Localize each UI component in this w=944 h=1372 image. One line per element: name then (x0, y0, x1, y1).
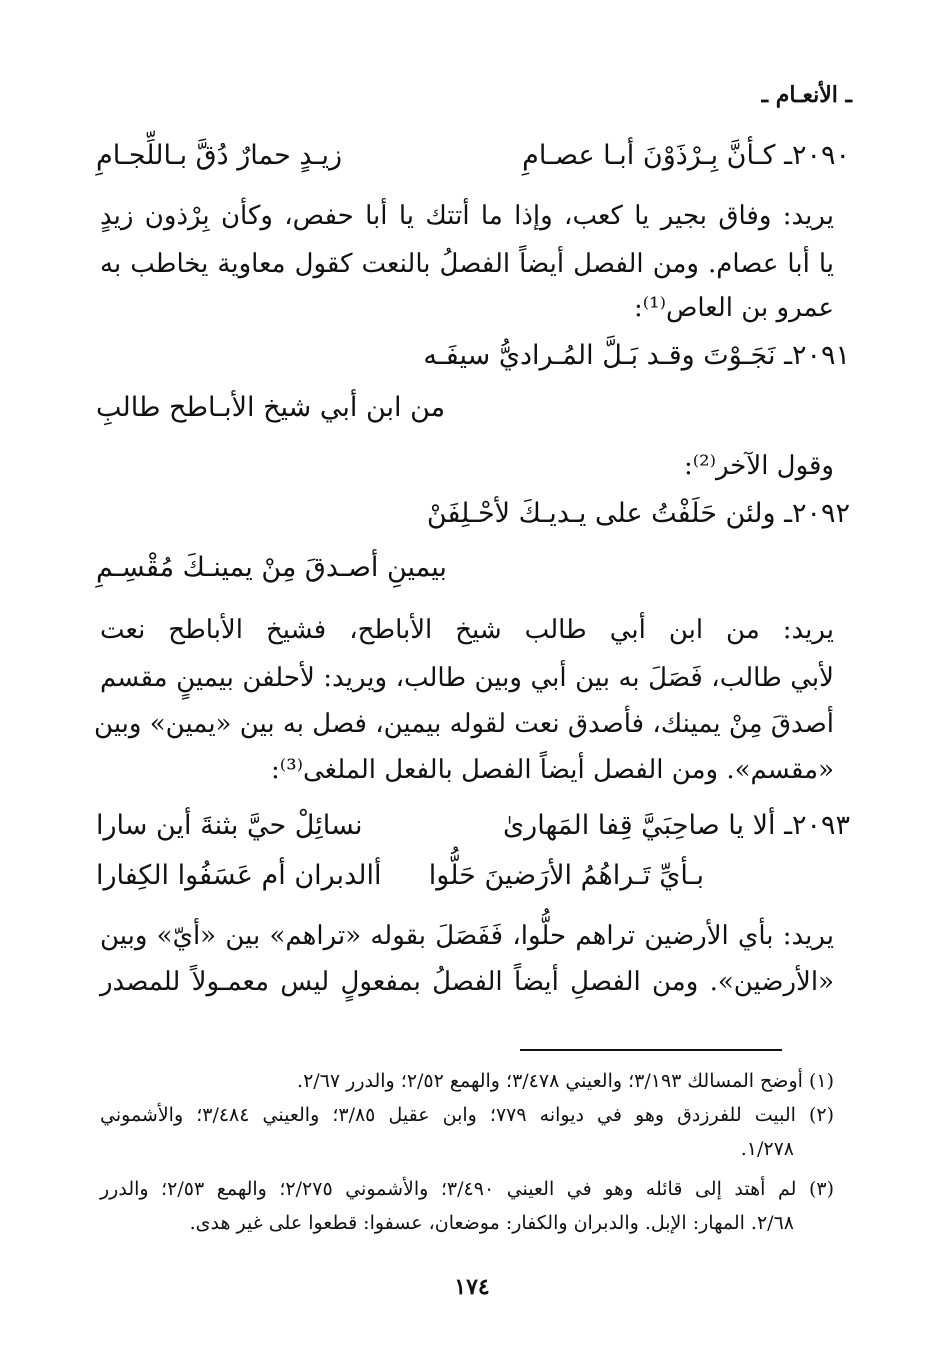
footnote-3-line1: (٣) لم أهتد إلى قائله وهو في العيني ٣/٤٩٠؛ والأشموني ٢/٢٧٥؛ والهمع ٢/٥٣؛ والدرر (100, 1178, 834, 1200)
verse-2093-line2-first-hemistich: بـأيِّ تَـراهُمُ الأرَضينَ حَلُّوا (428, 860, 704, 891)
verse-2091-second-hemistich: من ابن أبي شيخ الأبـاطح طالبِ (96, 392, 446, 423)
verse-2091-first-hemistich: ٢٠٩١ـ نَجَـوْتَ وقـد بَـلَّ المُـراديُّ سيفَـه (423, 340, 850, 371)
verse-2092-second-hemistich: بيمينِ أصـدقَ مِنْ يمينـكَ مُقْسِـمِ (96, 552, 447, 583)
paragraph-line: يريد: من ابن أبي طالب شيخ الأباطح، فشيخ الأباطح نعت (100, 615, 834, 645)
paragraph-line: «الأرضين». ومن الفصلِ أيضاً الفصلُ بمفعولٍ ليس معمـولاً للمصدر (100, 967, 834, 997)
footnote-2-line2: ١/٢٧٨. (740, 1138, 794, 1160)
paragraph-line: أصدقَ مِنْ يمينك، فأصدق نعت لقوله بيمين، فصل به بين «يمين» وبين (94, 709, 834, 739)
footnote-1: (١) أوضح المسالك ٣/١٩٣؛ والعيني ٣/٤٧٨؛ والهمع ٢/٥٢؛ والدرر ٢/٦٧. (297, 1070, 834, 1092)
verse-2092-first-hemistich: ٢٠٩٢ـ ولئن حَلَفْتُ على يـديـكَ لأحْـلِفَنْ (426, 498, 850, 529)
running-header: ـ الأنعـام ـ (761, 82, 852, 108)
verse-intro: وقول الآخر⁽²⁾: (683, 451, 834, 481)
page-number: ١٧٤ (454, 1274, 490, 1300)
verse-2090-first-hemistich: ٢٠٩٠ـ كـأنَّ بِـرْذَوْنَ أبـا عصـامِ (522, 140, 850, 171)
paragraph-line: عمرو بن العاص⁽¹⁾: (633, 293, 834, 323)
paragraph-line: يا أبا عصام. ومن الفصل أيضاً الفصلُ بالنعت كقول معاوية يخاطب به (100, 249, 834, 279)
footnote-2-line1: (٢) البيت للفرزدق وهو في ديوانه ٧٧٩؛ وابن عقيل ٣/٨٥؛ والعيني ٣/٤٨٤؛ والأشموني (100, 1104, 835, 1126)
verse-2090-second-hemistich: زيـدٍ حمارٌ دُقَّ بـاللِّجـامِ (96, 140, 343, 171)
verse-2093-line1-first-hemistich: ٢٠٩٣ـ ألا يا صاحِبَيَّ قِفا المَهارىٰ (503, 810, 850, 841)
verse-2093-line1-second-hemistich: نسائِلْ حيَّ بثنةَ أين سارا (96, 810, 363, 841)
paragraph-line: يريد: بأي الأرضين تراهم حلُّوا، فَفَصَلَ بقوله «تراهم» بين «أيّ» وبين (100, 921, 834, 951)
footnote-separator (520, 1049, 782, 1051)
paragraph-line: «مقسم». ومن الفصل أيضاً الفصل بالفعل الملغى⁽³⁾: (271, 755, 834, 785)
paragraph-line: لأبي طالب، فَصَلَ به بين أبي وبين طالب، ويريد: لأحلفن بيمينٍ مقسم (100, 663, 834, 693)
footnote-3-line2: ٢/٦٨. المهار: الإبل. والدبران والكفار: موضعان، عسفوا: قطعوا على غير هدى. (189, 1212, 794, 1234)
verse-2093-line2-second-hemistich: أالدبران أم عَسَفُوا الكِفارا (96, 860, 382, 891)
paragraph-line: يريد: وفاق بجير يا كعب، وإذا ما أتتك يا أبا حفص، وكأن بِرْذون زيدٍ (100, 201, 834, 231)
